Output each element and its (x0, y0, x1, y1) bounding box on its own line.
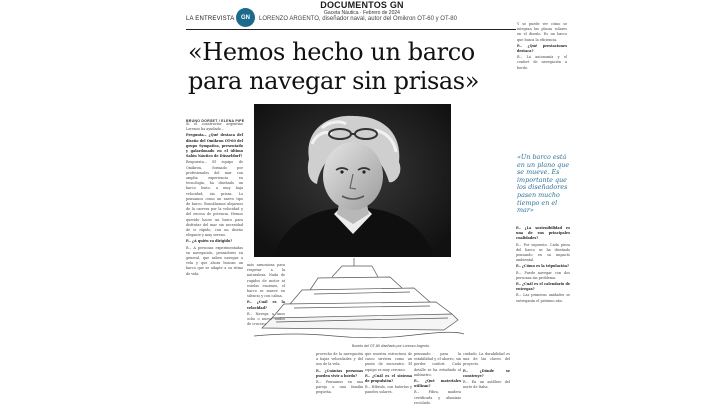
portrait-photo (254, 104, 451, 257)
col-e-p3: R.– Fibra, madera certificada y aluminio reciclado. (414, 390, 461, 405)
column-f (463, 352, 510, 410)
col-f-p3: R.– En un astillero del norte de Italia. (463, 380, 510, 390)
byline: BRUNO DORSET / ELENA PIPE (186, 119, 245, 123)
gn-logo-text: GN (241, 14, 250, 21)
col-d-p3: R.– Híbrido, con baterías y paneles solares. (365, 385, 412, 395)
col-b-p2: P.– ¿Cuál es la velocidad? (247, 300, 285, 310)
col-a-p3: Respuesta.– El equipo de Omikron, formado por profesionales del mar con amplia experiencia en tecnología, ha diseñado un barco lento, a muy baja velocidad, sin prisas. Lo pensamos como un nuevo tipo de barco. Buscábamos alejarnos de la carrera por la velocidad y del exceso de potencia. Hemos querido hacer un barco para disfrutar del mar sin necesidad de ir rápido, con un diseño elegante y muy sereno. (186, 160, 243, 238)
column-b (247, 263, 285, 410)
col-rt-p2: P.– ¿Qué prestaciones destaca? (517, 43, 567, 54)
section-label: LA ENTREVISTA (186, 16, 235, 22)
gn-logo (236, 8, 255, 27)
col-rl-p2: R.– Por supuesto. Cada pieza del barco se ha diseñado pensando en su impacto ambiental. (516, 242, 570, 263)
col-f-p2: P.– ¿Dónde se construye? (463, 368, 510, 378)
col-d-p2: P.– ¿Cuál es el sistema de propulsión? (365, 373, 412, 384)
col-a-p4: P.– ¿A quién va dirigido? (186, 239, 233, 244)
col-f-p1: cuidado. La durabilidad es una de las claves del proyecto. (463, 352, 510, 367)
col-c-p1: provecho de la navegación a bajas velocidades y del uso de la vela. (316, 352, 363, 367)
col-a-p5: R.– A personas experimentadas en navegación, pensadores en general, que saben navegar a vela y que ahora buscan un barco que se adapte a su ritmo de vida. (186, 245, 243, 276)
col-a-p1: Si el constructor argentino Lorenzo ha ayudado... (186, 122, 243, 132)
col-b-p3: R.– Navega a unos ocho o nueve nudos de crucero. (247, 311, 285, 327)
col-rt-p1: Y se puede ver cómo se integran las placas solares en el diseño. Es un barco que busca la eficiencia. (517, 22, 567, 42)
photo-caption: Boceto del OT-80 diseñado por Lorenzo Argento. (351, 344, 431, 348)
boat-sketch (254, 256, 464, 342)
col-rl-p4: R.– Puede navegar con dos personas sin problema. (516, 270, 570, 280)
column-a (186, 122, 243, 410)
portrait-illustration (254, 104, 451, 257)
col-rl-p6: R.– Las primeras unidades se entregarán el próximo año. (516, 293, 570, 303)
publication-subtitle: Gaceta Náutica · Febrero de 2024 (324, 10, 400, 16)
col-d-p1: que nuestra estructura de casco sirviera como un punto de encuentro. El equipo es muy cercano. (365, 352, 412, 372)
header-rule (186, 29, 516, 30)
col-c-p2: P.– ¿Cuántas personas pueden vivir a bordo? (316, 368, 363, 378)
col-rl-p5: P.– ¿Cuál es el calendario de entregas? (516, 282, 570, 292)
column-right-top (517, 22, 567, 152)
col-e-p1: pensando para la estabilidad y el ahorro, sin perder confort. Cada detalle se ha estudiado al milímetro. (414, 352, 461, 377)
article-headline: «Hemos hecho un barco para navegar sin prisas» (188, 38, 479, 95)
column-right-low (516, 226, 570, 410)
col-rt-p3: R.– La autonomía y el confort de navegación a bordo. (517, 55, 567, 70)
column-d (365, 352, 412, 410)
col-c-p3: R.– Pensamos en una pareja o una familia pequeña. (316, 380, 363, 395)
col-a-p2: Pregunta.– ¿Qué destaca del diseño del Omikron OT-60 del grupo Sympatica, presentado y galardonado en el último Salón Náutico de Düsseldorf? (186, 133, 243, 159)
interviewee-meta: LORENZO ARGENTO, diseñador naval, autor del Omikron OT-60 y OT-80 (259, 16, 457, 22)
publication-title: DOCUMENTOS GN (320, 0, 404, 10)
col-rl-p1: P.– ¿La sostenibilidad es una de sus principales cualidades? (516, 226, 570, 241)
pull-quote: «Un barco está en un plano que se mueve. Es importante que los diseñadores pasen mucho tiempo en el mar» (517, 153, 570, 215)
col-b-p1: más armoniosa para respetar a la naturaleza. Nada de rugidos de motor ni estelas enormes, el barco se mueve en silencio y con calma. (247, 263, 285, 299)
column-e (414, 352, 461, 410)
column-c (316, 352, 363, 410)
col-e-p2: P.– ¿Qué materiales utilizan? (414, 379, 461, 389)
col-rl-p3: P.– ¿Cómo es la tripulación? (516, 264, 569, 269)
